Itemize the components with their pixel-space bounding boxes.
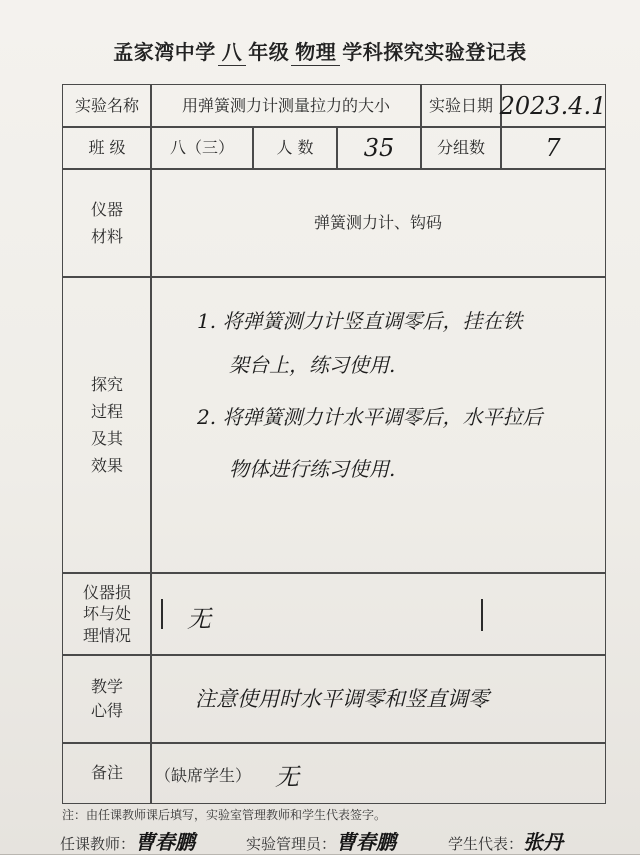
process-value — [150, 276, 606, 574]
experiment-name-label: 实验名称 — [62, 84, 152, 128]
teaching-label — [62, 654, 152, 744]
class-value: 八（三） — [150, 126, 254, 170]
damage-label — [62, 572, 152, 656]
title-grade-fill: 八 — [218, 36, 247, 66]
teaching-value: 注意使用时水平调零和竖直调零 — [195, 687, 489, 711]
footnote: 注：由任课教师课后填写，实验室管理教师和学生代表签字。 — [62, 808, 387, 822]
instruments-value: 弹簧测力计、钩码 — [150, 168, 606, 278]
damage-value: 无 — [187, 605, 211, 633]
teaching-label-line: 教学 — [90, 677, 123, 696]
admin-signature-row — [246, 826, 396, 855]
instruments-label-line2: 材料 — [90, 227, 123, 246]
damage-label-line: 坏与处 — [82, 604, 131, 624]
experiment-name-value: 用弹簧测力计测量拉力的大小 — [150, 84, 422, 128]
teacher-signature: 曹春鹏 — [135, 830, 196, 854]
group-count-value: 7 — [500, 126, 606, 170]
title-subject-fill: 物理 — [291, 36, 340, 66]
process-label-line: 效果 — [90, 456, 123, 476]
student-count-value: 35 — [336, 126, 422, 170]
instruments-label-line1: 仪器 — [90, 199, 123, 219]
experiment-date-value: 2023.4.1 — [500, 84, 606, 128]
process-line-3: 2. 将弹簧测力计水平调零后，水平拉后 — [197, 405, 543, 429]
damage-value-cell — [150, 572, 606, 656]
page-title — [0, 36, 640, 66]
group-count-label: 分组数 — [420, 126, 502, 170]
process-label-line: 探究 — [90, 374, 123, 394]
title-grade-suffix: 年级 — [248, 40, 290, 64]
pen-stroke-right — [481, 599, 483, 631]
teacher-signature-row — [60, 826, 195, 855]
process-line-1: 1. 将弹簧测力计竖直调零后，挂在铁 — [197, 309, 523, 333]
title-rest: 学科探究实验登记表 — [342, 40, 527, 64]
title-school: 孟家湾中学 — [113, 40, 216, 64]
teacher-label: 任课教师： — [60, 835, 136, 853]
damage-label-line: 仪器损 — [82, 582, 131, 602]
admin-signature: 曹春鹏 — [336, 830, 397, 854]
class-label: 班 级 — [62, 126, 152, 170]
admin-label: 实验管理员： — [246, 835, 337, 853]
process-line-2: 架台上，练习使用. — [229, 353, 396, 377]
remark-value-cell — [150, 742, 606, 804]
student-signature-row — [448, 826, 563, 855]
remark-label: 备注 — [62, 742, 152, 804]
student-label: 学生代表： — [448, 835, 524, 853]
student-count-label: 人 数 — [252, 126, 338, 170]
teaching-value-cell — [150, 654, 606, 744]
pen-stroke-left — [161, 599, 163, 629]
remark-prefix: （缺席学生） — [155, 766, 252, 785]
experiment-date-label: 实验日期 — [420, 84, 502, 128]
process-line-4: 物体进行练习使用. — [229, 457, 396, 481]
instruments-label — [62, 168, 152, 278]
process-label-line: 过程 — [90, 401, 123, 421]
student-signature: 张丹 — [523, 830, 564, 854]
damage-label-line: 理情况 — [82, 625, 131, 645]
process-label-line: 及其 — [90, 429, 123, 448]
remark-value: 无 — [275, 763, 299, 791]
process-label — [62, 276, 152, 574]
teaching-label-line: 心得 — [90, 701, 123, 720]
